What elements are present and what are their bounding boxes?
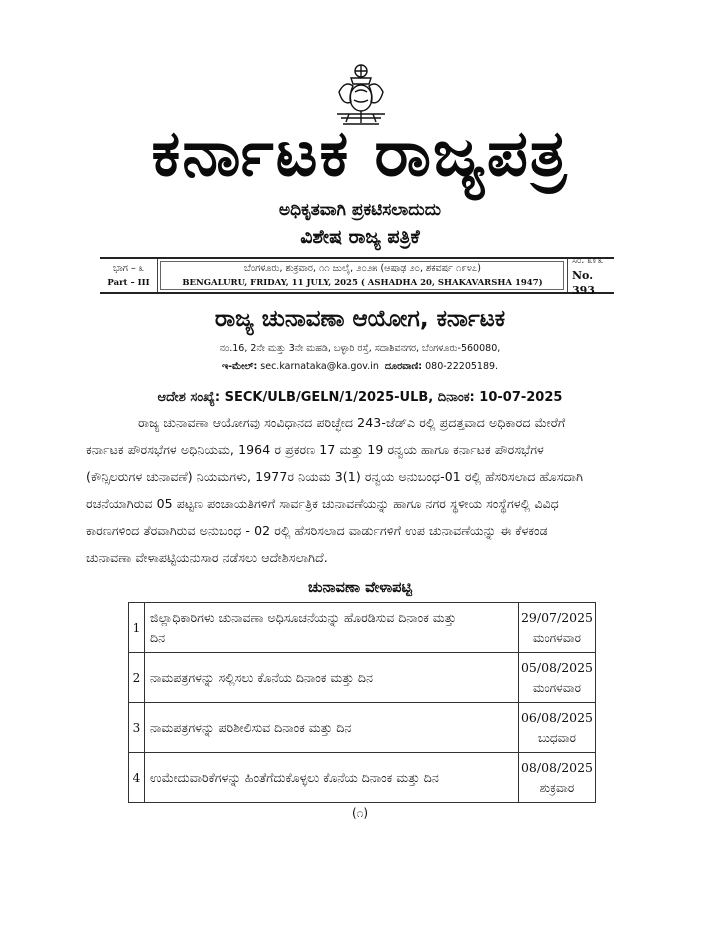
schedule-title: ಚುನಾವಣಾ ವೇಳಾಪಟ್ಟಿ xyxy=(307,580,412,596)
row-description xyxy=(145,603,519,653)
description-line: ನಾಮಪತ್ರಗಳನ್ನು ಸಲ್ಲಿಸಲು ಕೊನೆಯ ದಿನಾಂಕ ಮತ್ತು ದಿನ xyxy=(150,669,373,685)
row-number: 3 xyxy=(129,703,145,753)
commission-contact xyxy=(0,361,720,372)
issue-info-bar xyxy=(100,255,614,297)
date-value: 29/07/2025 xyxy=(520,609,593,625)
date-value: 08/08/2025 xyxy=(520,759,593,775)
row-date xyxy=(518,703,595,753)
row-date xyxy=(518,653,595,703)
weekday-value: ಶುಕ್ರವಾರ xyxy=(539,780,575,795)
weekday-value: ಮಂಗಳವಾರ xyxy=(532,630,581,645)
description-line: ಉಮೇದುವಾರಿಕೆಗಳನ್ನು ಹಿಂತೆಗೆದುಕೊಳ್ಳಲು ಕೊನೆಯ ದಿನಾಂಕ ಮತ್ತು ದಿನ xyxy=(150,769,439,785)
weekday-value: ಬುಧವಾರ xyxy=(537,730,576,745)
order-line-2: ಕರ್ನಾಟಕ ಪೌರಸಭೆಗಳ ಅಧಿನಿಯಮ, 1964 ರ ಪ್ರಕರಣ 17 ಮತ್ತು 19 ರನ್ವಯ ಹಾಗೂ ಕರ್ನಾಟಕ ಪೌರಸಭೆಗಳ xyxy=(86,442,544,457)
order-line-6: ಚುನಾವಣಾ ವೇಳಾಪಟ್ಟಿಯನುಸಾರ ನಡೆಸಲು ಆದೇಶಿಸಲಾಗಿದೆ. xyxy=(86,550,328,565)
row-date xyxy=(518,603,595,653)
part-english: Part – III xyxy=(107,277,150,288)
part-kannada: ಭಾಗ – ೩ xyxy=(112,262,145,274)
order-number: ಆದೇಶ ಸಂಖ್ಯೆ: SECK/ULB/GELN/1/2025-ULB, ದಿನಾಂಕ: 10-07-2025 xyxy=(157,390,563,405)
issue-number-english: No. 393 xyxy=(572,269,595,297)
date-value: 05/08/2025 xyxy=(520,659,593,675)
commission-address: ನಂ.16, 2ನೇ ಮತ್ತು 3ನೇ ಮಹಡಿ, ಬಳ್ಳಾರಿ ರಸ್ತೆ, ಸದಾಶಿವನಗರ, ಬೆಂಗಳೂರು-560080, xyxy=(219,343,501,354)
order-line-3: (ಕೌನ್ಸಿಲರುಗಳ ಚುನಾವಣೆ) ನಿಯಮಗಳು, 1977ರ ನಿಯಮ 3(1) ರನ್ವಯ ಅನುಬಂಧ-01 ರಲ್ಲಿ ಹೆಸರಿಸಲಾದ ಹೊಸದಾಗಿ xyxy=(86,469,584,484)
date-value: 06/08/2025 xyxy=(520,709,593,725)
gazette-title: ಕರ್ನಾಟಕ ರಾಜ್ಯಪತ್ರ xyxy=(151,117,569,191)
row-description xyxy=(145,703,519,753)
row-number: 2 xyxy=(129,653,145,703)
row-description xyxy=(145,653,519,703)
table-row xyxy=(129,703,596,753)
issue-date-english: BENGALURU, FRIDAY, 11 JULY, 2025 ( ASHADHA 20, SHAKAVARSHA 1947) xyxy=(182,277,543,288)
commission-heading: ರಾಜ್ಯ ಚುನಾವಣಾ ಆಯೋಗ, ಕರ್ನಾಟಕ xyxy=(214,306,506,332)
date-cell xyxy=(158,259,568,292)
table-row xyxy=(129,603,596,653)
row-description xyxy=(145,753,519,803)
election-schedule-table xyxy=(128,602,596,803)
gazette-subtitle-official: ಅಧಿಕೃತವಾಗಿ ಪ್ರಕಟಿಸಲಾದುದು xyxy=(278,200,442,220)
email-label: ಇ-ಮೇಲ್: xyxy=(221,361,258,372)
order-line-4: ರಚನೆಯಾಗಿರುವ 05 ಪಟ್ಟಣ ಪಂಚಾಯತಿಗಳಿಗೆ ಸಾರ್ವತ್ರಿಕ ಚುನಾವಣೆಯನ್ನು ಹಾಗೂ ನಗರ ಸ್ಥಳೀಯ ಸಂಸ್ಥೆಗಳಲ್ಲಿ ವಿವಿಧ xyxy=(86,496,559,511)
phone-label: ದೂರವಾಣಿ: xyxy=(384,361,423,372)
order-line-5: ಕಾರಣಗಳಿಂದ ತೆರವಾಗಿರುವ ಅನುಬಂಧ - 02 ರಲ್ಲಿ ಹೆಸರಿಸಲಾದ ವಾರ್ಡುಗಳಿಗೆ ಉಪ ಚುನಾವಣೆಯನ್ನು ಈ ಕೆಳಕಂಡ xyxy=(86,523,548,538)
part-cell xyxy=(100,259,158,292)
gazette-subtitle-special: ವಿಶೇಷ ರಾಜ್ಯ ಪತ್ರಿಕೆ xyxy=(300,226,420,248)
row-number: 1 xyxy=(129,603,145,653)
issue-date-kannada: ಬೆಂಗಳೂರು, ಶುಕ್ರವಾರ, ೧೧ ಜುಲೈ, ೨೦೨೫ (ಆಷಾಢ ೨೦, ಶಕವರ್ಷ ೧೯೪೭) xyxy=(244,262,481,274)
weekday-value: ಮಂಗಳವಾರ xyxy=(532,680,581,695)
page-number: (೧) xyxy=(351,806,369,820)
row-date xyxy=(518,753,595,803)
table-row xyxy=(129,653,596,703)
issue-number-cell xyxy=(568,255,614,297)
description-line: ಜಿಲ್ಲಾಧಿಕಾರಿಗಳು ಚುನಾವಣಾ ಅಧಿಸೂಚನೆಯನ್ನು ಹೊರಡಿಸುವ ದಿನಾಂಕ ಮತ್ತು xyxy=(150,609,457,625)
table-row xyxy=(129,753,596,803)
description-line: ನಾಮಪತ್ರಗಳನ್ನು ಪರಿಶೀಲಿಸುವ ದಿನಾಂಕ ಮತ್ತು ದಿನ xyxy=(150,719,352,735)
order-line-1: ರಾಜ್ಯ ಚುನಾವಣಾ ಆಯೋಗವು ಸಂವಿಧಾನದ ಪರಿಚ್ಛೇದ 243-ಜೆಡ್ಎ ರಲ್ಲಿ ಪ್ರದತ್ತವಾದ ಅಧಿಕಾರದ ಮೇರೆಗೆ xyxy=(138,415,566,430)
issue-number-kannada: ಸಂ. ೩೯೩ xyxy=(572,255,604,266)
email-value: sec.karnataka@ka.gov.in xyxy=(260,361,379,372)
phone-value: 080-22205189. xyxy=(425,361,499,372)
description-line: ದಿನ xyxy=(150,629,166,645)
row-number: 4 xyxy=(129,753,145,803)
